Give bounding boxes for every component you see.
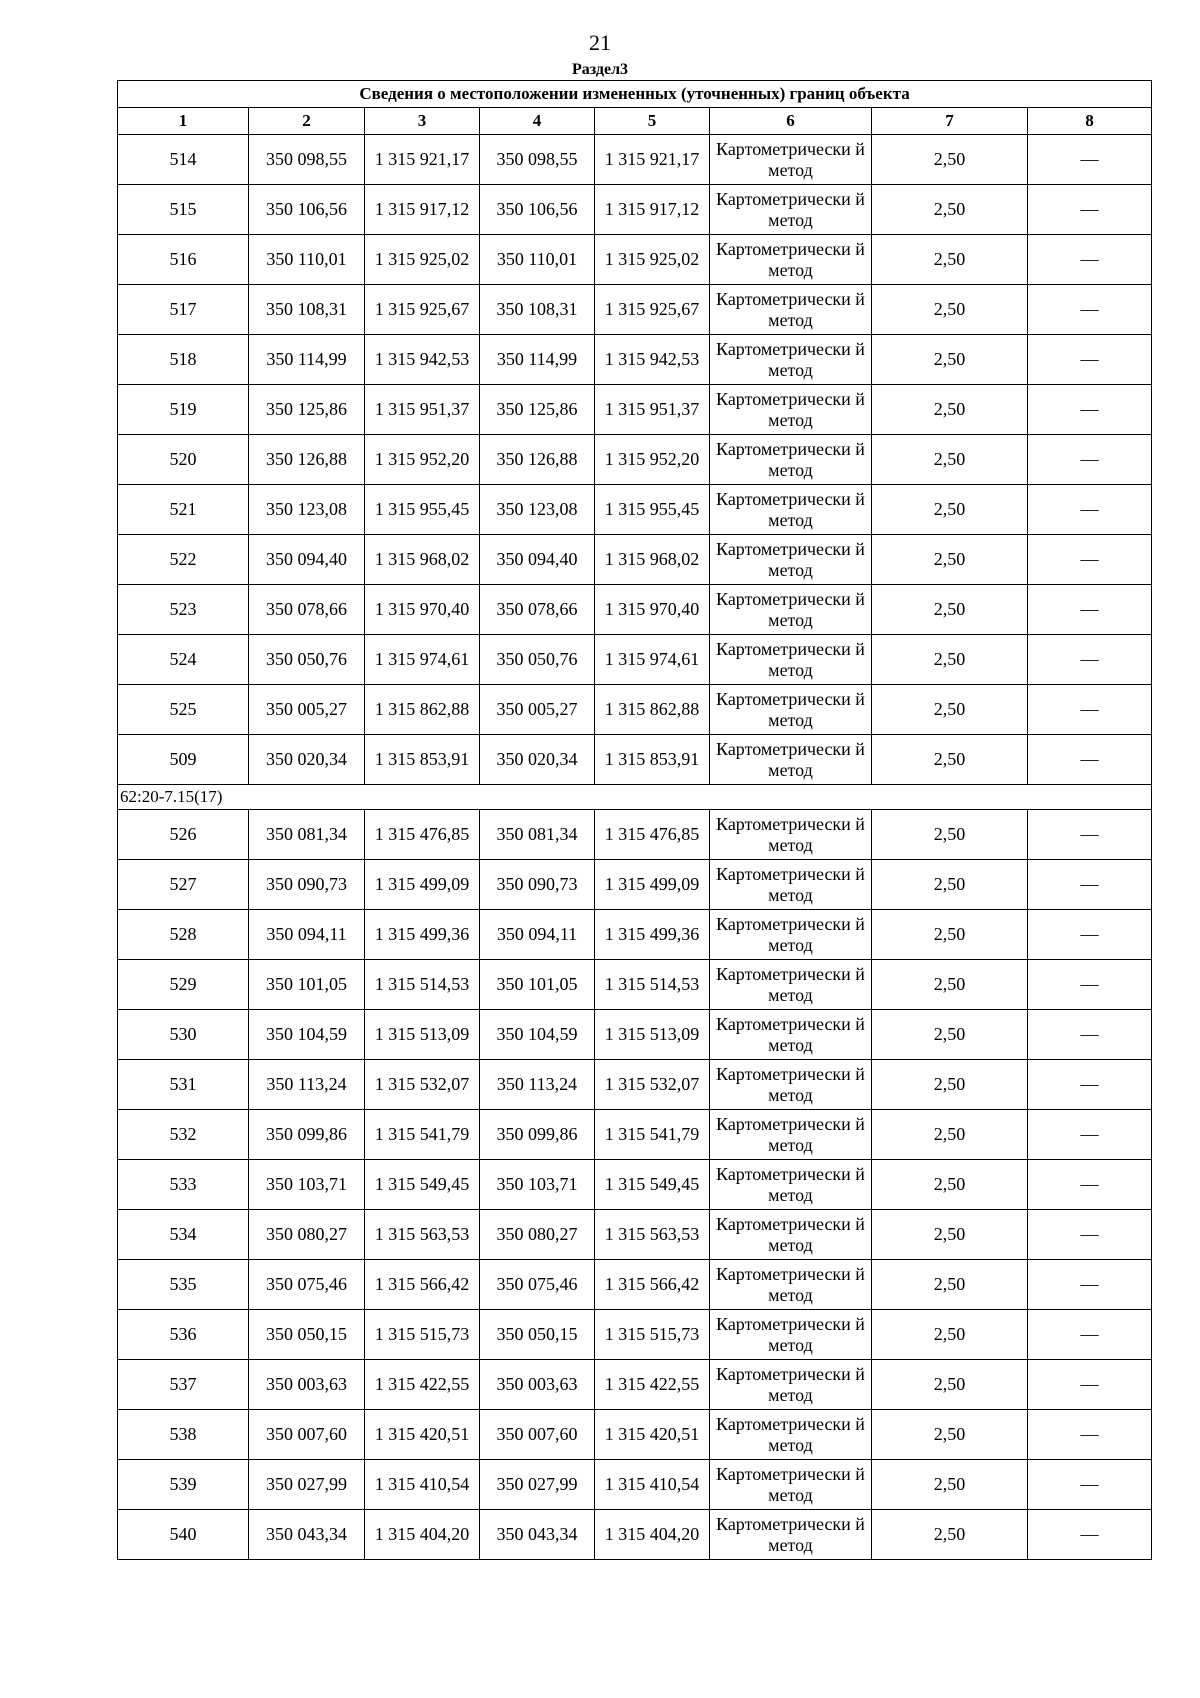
x-coordinate-existing: 350 094,11 [249, 910, 365, 960]
point-number: 535 [118, 1260, 249, 1310]
table-row [118, 385, 1152, 435]
y-coordinate-existing: 1 315 951,37 [365, 385, 480, 435]
x-coordinate-refined: 350 125,86 [480, 385, 595, 435]
point-number: 534 [118, 1210, 249, 1260]
determination-method: Картометрически й метод [710, 1310, 872, 1360]
precision-value: 2,50 [872, 960, 1028, 1010]
section-title: Раздел3 [571, 61, 629, 78]
point-number: 530 [118, 1010, 249, 1060]
y-coordinate-existing: 1 315 476,85 [365, 810, 480, 860]
x-coordinate-existing: 350 003,63 [249, 1360, 365, 1410]
y-coordinate-refined: 1 315 968,02 [595, 535, 710, 585]
y-coordinate-existing: 1 315 563,53 [365, 1210, 480, 1260]
determination-method: Картометрически й метод [710, 635, 872, 685]
empty-mark: — [1028, 185, 1152, 235]
x-coordinate-refined: 350 101,05 [480, 960, 595, 1010]
column-number: 5 [595, 108, 710, 135]
y-coordinate-refined: 1 315 853,91 [595, 735, 710, 785]
x-coordinate-refined: 350 075,46 [480, 1260, 595, 1310]
point-number: 519 [118, 385, 249, 435]
y-coordinate-refined: 1 315 476,85 [595, 810, 710, 860]
empty-mark: — [1028, 1310, 1152, 1360]
point-number: 509 [118, 735, 249, 785]
x-coordinate-refined: 350 104,59 [480, 1010, 595, 1060]
precision-value: 2,50 [872, 910, 1028, 960]
y-coordinate-refined: 1 315 514,53 [595, 960, 710, 1010]
x-coordinate-existing: 350 075,46 [249, 1260, 365, 1310]
precision-value: 2,50 [872, 135, 1028, 185]
table-row [118, 810, 1152, 860]
determination-method: Картометрически й метод [710, 860, 872, 910]
table-row [118, 1510, 1152, 1560]
x-coordinate-refined: 350 123,08 [480, 485, 595, 535]
x-coordinate-refined: 350 113,24 [480, 1060, 595, 1110]
y-coordinate-refined: 1 315 566,42 [595, 1260, 710, 1310]
x-coordinate-existing: 350 125,86 [249, 385, 365, 435]
empty-mark: — [1028, 685, 1152, 735]
y-coordinate-existing: 1 315 499,36 [365, 910, 480, 960]
point-number: 515 [118, 185, 249, 235]
page-number: 21 [589, 30, 611, 55]
precision-value: 2,50 [872, 1360, 1028, 1410]
point-number: 523 [118, 585, 249, 635]
table-row [118, 685, 1152, 735]
point-number: 536 [118, 1310, 249, 1360]
y-coordinate-existing: 1 315 970,40 [365, 585, 480, 635]
column-number: 1 [118, 108, 249, 135]
precision-value: 2,50 [872, 535, 1028, 585]
table-row [118, 1310, 1152, 1360]
empty-mark: — [1028, 1260, 1152, 1310]
precision-value: 2,50 [872, 685, 1028, 735]
precision-value: 2,50 [872, 435, 1028, 485]
column-number: 6 [710, 108, 872, 135]
precision-value: 2,50 [872, 1410, 1028, 1460]
determination-method: Картометрически й метод [710, 1160, 872, 1210]
point-number: 529 [118, 960, 249, 1010]
table-row [118, 535, 1152, 585]
y-coordinate-refined: 1 315 952,20 [595, 435, 710, 485]
table-row [118, 635, 1152, 685]
precision-value: 2,50 [872, 385, 1028, 435]
table-row [118, 1360, 1152, 1410]
y-coordinate-refined: 1 315 513,09 [595, 1010, 710, 1060]
precision-value: 2,50 [872, 1310, 1028, 1360]
point-number: 516 [118, 235, 249, 285]
empty-mark: — [1028, 635, 1152, 685]
table-row [118, 1110, 1152, 1160]
column-number: 8 [1028, 108, 1152, 135]
table-row [118, 335, 1152, 385]
column-number: 7 [872, 108, 1028, 135]
x-coordinate-refined: 350 043,34 [480, 1510, 595, 1560]
precision-value: 2,50 [872, 1260, 1028, 1310]
x-coordinate-existing: 350 020,34 [249, 735, 365, 785]
table-caption-row [118, 81, 1152, 108]
y-coordinate-existing: 1 315 921,17 [365, 135, 480, 185]
table-row [118, 960, 1152, 1010]
y-coordinate-refined: 1 315 422,55 [595, 1360, 710, 1410]
empty-mark: — [1028, 1010, 1152, 1060]
y-coordinate-refined: 1 315 921,17 [595, 135, 710, 185]
determination-method: Картометрически й метод [710, 135, 872, 185]
determination-method: Картометрически й метод [710, 285, 872, 335]
x-coordinate-refined: 350 094,40 [480, 535, 595, 585]
determination-method: Картометрически й метод [710, 960, 872, 1010]
point-number: 531 [118, 1060, 249, 1110]
table-row [118, 135, 1152, 185]
point-number: 538 [118, 1410, 249, 1460]
precision-value: 2,50 [872, 735, 1028, 785]
x-coordinate-refined: 350 005,27 [480, 685, 595, 735]
precision-value: 2,50 [872, 1060, 1028, 1110]
precision-value: 2,50 [872, 335, 1028, 385]
y-coordinate-refined: 1 315 499,09 [595, 860, 710, 910]
y-coordinate-refined: 1 315 532,07 [595, 1060, 710, 1110]
table-row [118, 1460, 1152, 1510]
x-coordinate-existing: 350 103,71 [249, 1160, 365, 1210]
empty-mark: — [1028, 535, 1152, 585]
column-number: 3 [365, 108, 480, 135]
determination-method: Картометрически й метод [710, 1110, 872, 1160]
determination-method: Картометрически й метод [710, 1210, 872, 1260]
determination-method: Картометрически й метод [710, 1360, 872, 1410]
point-number: 528 [118, 910, 249, 960]
determination-method: Картометрически й метод [710, 1510, 872, 1560]
table-row [118, 585, 1152, 635]
y-coordinate-refined: 1 315 951,37 [595, 385, 710, 435]
y-coordinate-existing: 1 315 942,53 [365, 335, 480, 385]
table-row [118, 1210, 1152, 1260]
y-coordinate-refined: 1 315 925,02 [595, 235, 710, 285]
x-coordinate-refined: 350 078,66 [480, 585, 595, 635]
point-number: 532 [118, 1110, 249, 1160]
y-coordinate-existing: 1 315 532,07 [365, 1060, 480, 1110]
table-row [118, 235, 1152, 285]
point-number: 537 [118, 1360, 249, 1410]
empty-mark: — [1028, 960, 1152, 1010]
point-number: 520 [118, 435, 249, 485]
precision-value: 2,50 [872, 1010, 1028, 1060]
y-coordinate-existing: 1 315 541,79 [365, 1110, 480, 1160]
determination-method: Картометрически й метод [710, 435, 872, 485]
y-coordinate-existing: 1 315 566,42 [365, 1260, 480, 1310]
empty-mark: — [1028, 1510, 1152, 1560]
precision-value: 2,50 [872, 485, 1028, 535]
y-coordinate-refined: 1 315 942,53 [595, 335, 710, 385]
x-coordinate-existing: 350 099,86 [249, 1110, 365, 1160]
x-coordinate-existing: 350 106,56 [249, 185, 365, 235]
determination-method: Картометрически й метод [710, 1260, 872, 1310]
determination-method: Картометрически й метод [710, 810, 872, 860]
point-number: 517 [118, 285, 249, 335]
coordinates-table [117, 80, 1152, 1560]
point-number: 518 [118, 335, 249, 385]
point-number: 526 [118, 810, 249, 860]
precision-value: 2,50 [872, 1210, 1028, 1260]
y-coordinate-refined: 1 315 515,73 [595, 1310, 710, 1360]
empty-mark: — [1028, 1360, 1152, 1410]
table-row [118, 860, 1152, 910]
y-coordinate-existing: 1 315 515,73 [365, 1310, 480, 1360]
y-coordinate-existing: 1 315 862,88 [365, 685, 480, 735]
precision-value: 2,50 [872, 810, 1028, 860]
point-number: 533 [118, 1160, 249, 1210]
column-number: 2 [249, 108, 365, 135]
point-number: 527 [118, 860, 249, 910]
y-coordinate-existing: 1 315 955,45 [365, 485, 480, 535]
point-number: 540 [118, 1510, 249, 1560]
column-number-row [118, 108, 1152, 135]
y-coordinate-existing: 1 315 968,02 [365, 535, 480, 585]
x-coordinate-existing: 350 094,40 [249, 535, 365, 585]
y-coordinate-refined: 1 315 917,12 [595, 185, 710, 235]
x-coordinate-refined: 350 103,71 [480, 1160, 595, 1210]
precision-value: 2,50 [872, 1510, 1028, 1560]
empty-mark: — [1028, 1160, 1152, 1210]
determination-method: Картометрически й метод [710, 335, 872, 385]
empty-mark: — [1028, 285, 1152, 335]
y-coordinate-existing: 1 315 974,61 [365, 635, 480, 685]
empty-mark: — [1028, 1460, 1152, 1510]
point-number: 539 [118, 1460, 249, 1510]
y-coordinate-existing: 1 315 420,51 [365, 1410, 480, 1460]
y-coordinate-refined: 1 315 955,45 [595, 485, 710, 535]
x-coordinate-refined: 350 003,63 [480, 1360, 595, 1410]
table-caption: Сведения о местоположении измененных (уточненных) границ объекта [118, 81, 1152, 108]
x-coordinate-refined: 350 007,60 [480, 1410, 595, 1460]
x-coordinate-existing: 350 005,27 [249, 685, 365, 735]
empty-mark: — [1028, 1060, 1152, 1110]
table-row [118, 1010, 1152, 1060]
table-row [118, 1060, 1152, 1110]
x-coordinate-refined: 350 094,11 [480, 910, 595, 960]
x-coordinate-existing: 350 043,34 [249, 1510, 365, 1560]
x-coordinate-existing: 350 101,05 [249, 960, 365, 1010]
empty-mark: — [1028, 1110, 1152, 1160]
table-row [118, 485, 1152, 535]
determination-method: Картометрически й метод [710, 1460, 872, 1510]
empty-mark: — [1028, 485, 1152, 535]
x-coordinate-refined: 350 027,99 [480, 1460, 595, 1510]
column-number: 4 [480, 108, 595, 135]
y-coordinate-existing: 1 315 499,09 [365, 860, 480, 910]
x-coordinate-existing: 350 113,24 [249, 1060, 365, 1110]
point-number: 522 [118, 535, 249, 585]
y-coordinate-refined: 1 315 970,40 [595, 585, 710, 635]
determination-method: Картометрически й метод [710, 1010, 872, 1060]
determination-method: Картометрически й метод [710, 385, 872, 435]
y-coordinate-refined: 1 315 925,67 [595, 285, 710, 335]
y-coordinate-existing: 1 315 410,54 [365, 1460, 480, 1510]
determination-method: Картометрически й метод [710, 185, 872, 235]
x-coordinate-refined: 350 114,99 [480, 335, 595, 385]
precision-value: 2,50 [872, 285, 1028, 335]
y-coordinate-existing: 1 315 549,45 [365, 1160, 480, 1210]
y-coordinate-refined: 1 315 974,61 [595, 635, 710, 685]
table-row [118, 285, 1152, 335]
x-coordinate-existing: 350 050,76 [249, 635, 365, 685]
x-coordinate-refined: 350 080,27 [480, 1210, 595, 1260]
y-coordinate-existing: 1 315 422,55 [365, 1360, 480, 1410]
y-coordinate-existing: 1 315 513,09 [365, 1010, 480, 1060]
table-row [118, 435, 1152, 485]
y-coordinate-existing: 1 315 925,67 [365, 285, 480, 335]
x-coordinate-existing: 350 114,99 [249, 335, 365, 385]
y-coordinate-refined: 1 315 404,20 [595, 1510, 710, 1560]
table-row [118, 910, 1152, 960]
x-coordinate-refined: 350 110,01 [480, 235, 595, 285]
precision-value: 2,50 [872, 235, 1028, 285]
empty-mark: — [1028, 585, 1152, 635]
y-coordinate-existing: 1 315 925,02 [365, 235, 480, 285]
x-coordinate-existing: 350 110,01 [249, 235, 365, 285]
empty-mark: — [1028, 135, 1152, 185]
determination-method: Картометрически й метод [710, 685, 872, 735]
empty-mark: — [1028, 385, 1152, 435]
precision-value: 2,50 [872, 585, 1028, 635]
x-coordinate-existing: 350 081,34 [249, 810, 365, 860]
x-coordinate-existing: 350 108,31 [249, 285, 365, 335]
empty-mark: — [1028, 235, 1152, 285]
x-coordinate-existing: 350 104,59 [249, 1010, 365, 1060]
empty-mark: — [1028, 1410, 1152, 1460]
x-coordinate-refined: 350 090,73 [480, 860, 595, 910]
determination-method: Картометрически й метод [710, 235, 872, 285]
determination-method: Картометрически й метод [710, 910, 872, 960]
x-coordinate-existing: 350 007,60 [249, 1410, 365, 1460]
empty-mark: — [1028, 735, 1152, 785]
empty-mark: — [1028, 810, 1152, 860]
x-coordinate-refined: 350 108,31 [480, 285, 595, 335]
x-coordinate-refined: 350 099,86 [480, 1110, 595, 1160]
contour-label: 62:20-7.15(17) [118, 785, 1152, 810]
y-coordinate-existing: 1 315 952,20 [365, 435, 480, 485]
y-coordinate-refined: 1 315 420,51 [595, 1410, 710, 1460]
determination-method: Картометрически й метод [710, 735, 872, 785]
precision-value: 2,50 [872, 860, 1028, 910]
x-coordinate-existing: 350 050,15 [249, 1310, 365, 1360]
table-row [118, 185, 1152, 235]
determination-method: Картометрически й метод [710, 535, 872, 585]
empty-mark: — [1028, 435, 1152, 485]
contour-group-row [118, 785, 1152, 810]
x-coordinate-existing: 350 123,08 [249, 485, 365, 535]
table-row [118, 1160, 1152, 1210]
x-coordinate-refined: 350 050,76 [480, 635, 595, 685]
determination-method: Картометрически й метод [710, 1410, 872, 1460]
x-coordinate-refined: 350 126,88 [480, 435, 595, 485]
y-coordinate-refined: 1 315 499,36 [595, 910, 710, 960]
y-coordinate-existing: 1 315 404,20 [365, 1510, 480, 1560]
x-coordinate-existing: 350 126,88 [249, 435, 365, 485]
point-number: 521 [118, 485, 249, 535]
empty-mark: — [1028, 910, 1152, 960]
precision-value: 2,50 [872, 635, 1028, 685]
empty-mark: — [1028, 860, 1152, 910]
table-row [118, 1260, 1152, 1310]
precision-value: 2,50 [872, 185, 1028, 235]
y-coordinate-existing: 1 315 853,91 [365, 735, 480, 785]
x-coordinate-existing: 350 078,66 [249, 585, 365, 635]
y-coordinate-refined: 1 315 549,45 [595, 1160, 710, 1210]
y-coordinate-existing: 1 315 917,12 [365, 185, 480, 235]
table-body [118, 135, 1152, 1560]
x-coordinate-refined: 350 020,34 [480, 735, 595, 785]
y-coordinate-refined: 1 315 541,79 [595, 1110, 710, 1160]
empty-mark: — [1028, 1210, 1152, 1260]
x-coordinate-refined: 350 050,15 [480, 1310, 595, 1360]
x-coordinate-existing: 350 090,73 [249, 860, 365, 910]
point-number: 514 [118, 135, 249, 185]
x-coordinate-refined: 350 098,55 [480, 135, 595, 185]
x-coordinate-refined: 350 106,56 [480, 185, 595, 235]
precision-value: 2,50 [872, 1110, 1028, 1160]
y-coordinate-refined: 1 315 862,88 [595, 685, 710, 735]
x-coordinate-existing: 350 098,55 [249, 135, 365, 185]
determination-method: Картометрически й метод [710, 485, 872, 535]
point-number: 525 [118, 685, 249, 735]
x-coordinate-existing: 350 080,27 [249, 1210, 365, 1260]
determination-method: Картометрически й метод [710, 585, 872, 635]
precision-value: 2,50 [872, 1160, 1028, 1210]
point-number: 524 [118, 635, 249, 685]
table-row [118, 1410, 1152, 1460]
x-coordinate-refined: 350 081,34 [480, 810, 595, 860]
y-coordinate-existing: 1 315 514,53 [365, 960, 480, 1010]
empty-mark: — [1028, 335, 1152, 385]
determination-method: Картометрически й метод [710, 1060, 872, 1110]
precision-value: 2,50 [872, 1460, 1028, 1510]
y-coordinate-refined: 1 315 563,53 [595, 1210, 710, 1260]
y-coordinate-refined: 1 315 410,54 [595, 1460, 710, 1510]
table-row [118, 735, 1152, 785]
x-coordinate-existing: 350 027,99 [249, 1460, 365, 1510]
